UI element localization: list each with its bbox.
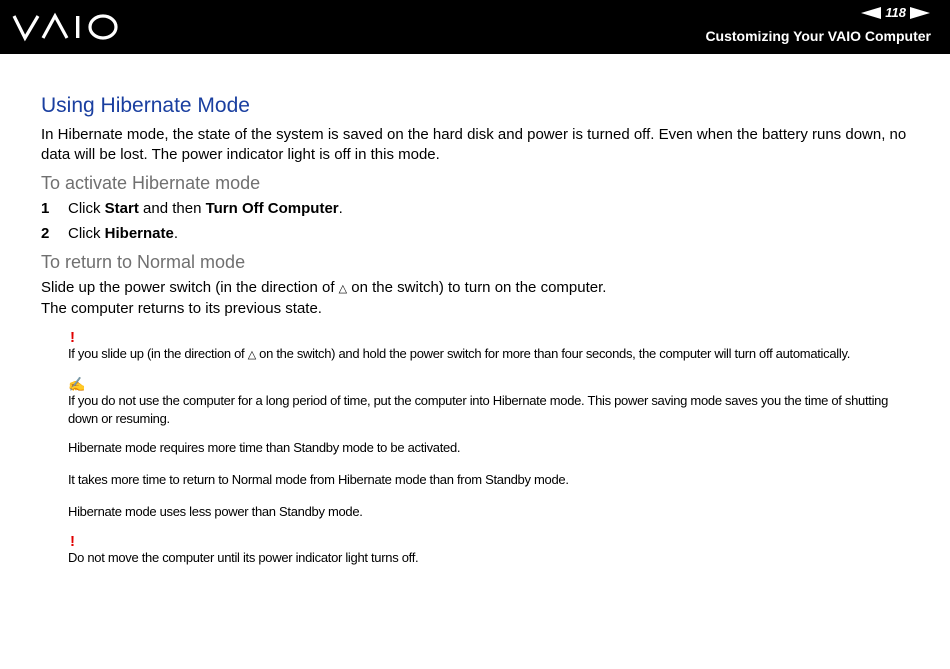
note-pen-icon: ✍ bbox=[68, 376, 86, 392]
page-content bbox=[41, 94, 911, 567]
page-title: Using Hibernate Mode bbox=[41, 94, 250, 117]
page-header bbox=[0, 0, 950, 54]
intro-paragraph: In Hibernate mode, the state of the system is saved on the hard disk and power is turned off. Even when the battery runs down, no data will be lost. The power indicator light is off in this mode. bbox=[41, 126, 907, 163]
step-text-part: . bbox=[173, 225, 179, 242]
step-2 bbox=[41, 224, 911, 244]
step-text-part: . bbox=[338, 200, 343, 217]
step-text bbox=[68, 224, 178, 244]
step-text-part: Click bbox=[68, 225, 105, 242]
activate-heading: To activate Hibernate mode bbox=[41, 173, 261, 193]
start-label: Start bbox=[104, 200, 139, 217]
turn-off-computer-label: Turn Off Computer bbox=[205, 200, 339, 217]
return-line-1 bbox=[41, 278, 911, 299]
step-number: 2 bbox=[41, 225, 50, 242]
note-text-2: Hibernate mode requires more time than Standby mode to be activated. bbox=[68, 440, 461, 455]
warning-icon: ! bbox=[70, 329, 75, 346]
text-part: on the switch) and hold the power switch for more than four seconds, the computer will turn off automatically. bbox=[255, 346, 851, 361]
section-title: Customizing Your VAIO Computer bbox=[705, 28, 931, 44]
warning-text-2: Do not move the computer until its power indicator light turns off. bbox=[68, 550, 419, 565]
vaio-logo bbox=[12, 12, 120, 42]
page-navigator bbox=[861, 5, 930, 20]
text-part: Slide up the power switch (in the direction of bbox=[41, 279, 339, 296]
page-number: 118 bbox=[885, 5, 906, 20]
step-1 bbox=[41, 199, 911, 219]
triangle-icon: △ bbox=[247, 349, 256, 361]
step-text-part: and then bbox=[138, 200, 206, 217]
warning-icon: ! bbox=[70, 533, 75, 550]
left-arrow-icon[interactable] bbox=[861, 7, 881, 19]
step-number: 1 bbox=[41, 200, 50, 217]
step-text-part: Click bbox=[68, 200, 105, 217]
text-part: on the switch) to turn on the computer. bbox=[347, 279, 607, 296]
return-heading: To return to Normal mode bbox=[41, 252, 246, 272]
step-text bbox=[68, 199, 343, 219]
note-text-3: It takes more time to return to Normal mode from Hibernate mode than from Standby mode. bbox=[68, 472, 569, 487]
return-line-2: The computer returns to its previous state. bbox=[41, 300, 322, 317]
text-part: If you slide up (in the direction of bbox=[68, 346, 248, 361]
notes-block bbox=[68, 331, 911, 567]
hibernate-label: Hibernate bbox=[104, 225, 174, 242]
warning-text-1 bbox=[68, 345, 911, 364]
note-text-1: If you do not use the computer for a long period of time, put the computer into Hibernate mode. This power saving mode saves you the time of shutting down or resuming. bbox=[68, 393, 889, 426]
note-text-4: Hibernate mode uses less power than Standby mode. bbox=[68, 504, 363, 519]
triangle-icon: △ bbox=[338, 283, 348, 295]
right-arrow-icon[interactable] bbox=[910, 7, 930, 19]
